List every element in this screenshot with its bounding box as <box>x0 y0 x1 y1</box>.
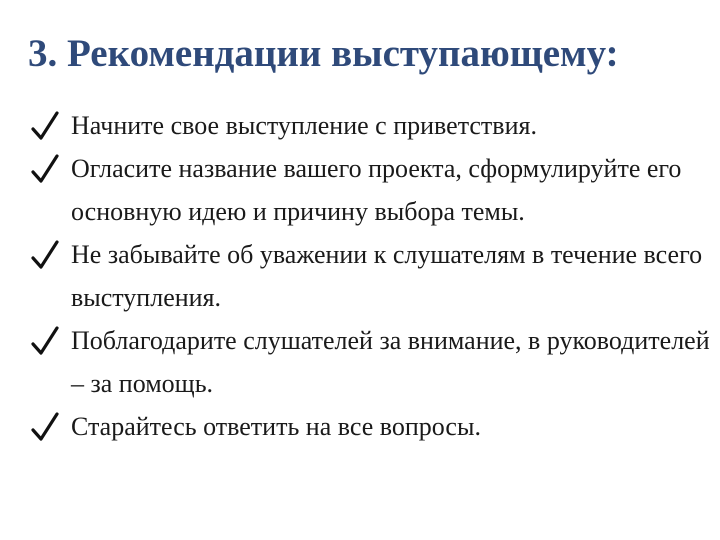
bullet-item <box>30 147 710 233</box>
checkmark-icon <box>30 406 66 446</box>
bullet-text: Не забывайте об уважении к слушателям в течение всего выступления. <box>71 240 703 312</box>
bullet-item <box>30 233 710 319</box>
checkmark-icon <box>30 320 66 360</box>
bullet-text: Начните свое выступление с приветствия. <box>71 111 537 140</box>
slide-title: 3. Рекомендации выступающему: <box>28 32 619 75</box>
bullet-item <box>30 104 710 147</box>
bullet-list <box>30 104 710 448</box>
bullet-item <box>30 319 710 405</box>
checkmark-icon <box>30 234 66 274</box>
checkmark-icon <box>30 148 66 188</box>
bullet-item <box>30 405 710 448</box>
bullet-text: Поблагодарите слушателей за внимание, в руководителей – за помощь. <box>71 326 710 398</box>
checkmark-icon <box>30 105 66 145</box>
bullet-text: Огласите название вашего проекта, сформулируйте его основную идею и причину выбора темы. <box>71 154 682 226</box>
bullet-text: Старайтесь ответить на все вопросы. <box>71 412 481 441</box>
